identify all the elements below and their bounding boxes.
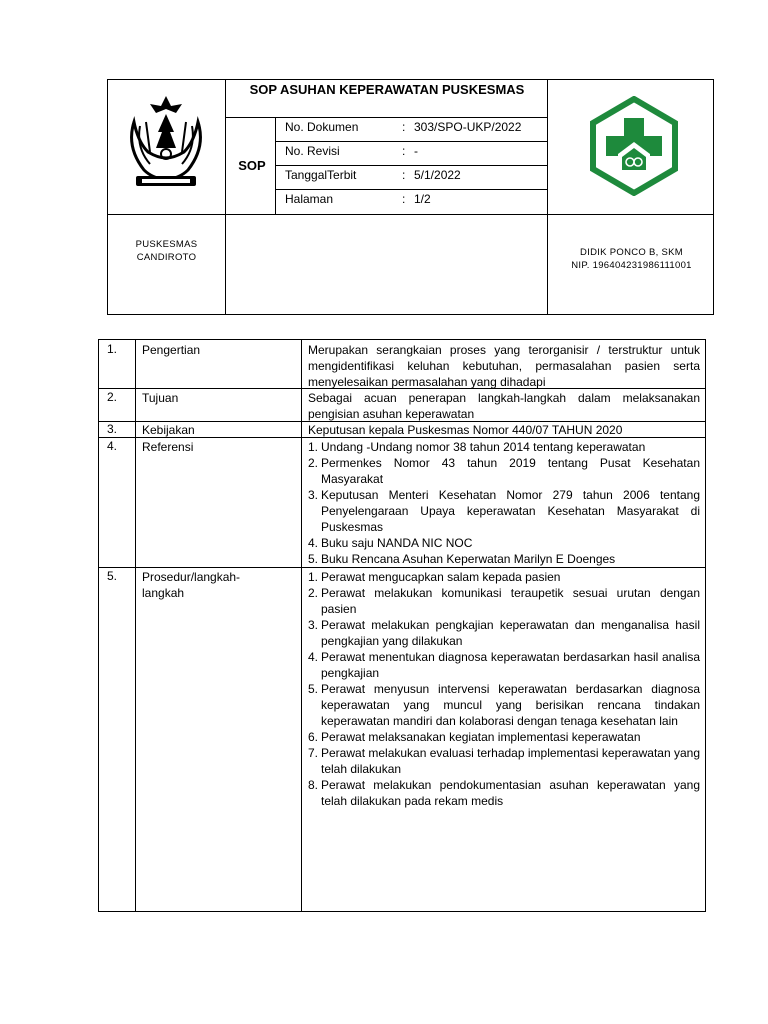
list-item: 3. Keputusan Menteri Kesehatan Nomor 279 tahun 2006 tentang Penyelengaraan Upaya keperawatan Kesehatan Masyarakat di Puskesmas [308, 488, 700, 534]
list-item: 8. Perawat melakukan pendokumentasian asuhan keperawatan yang telah dilakukan pada rekam medis [308, 778, 700, 808]
list-item: 1. Undang -Undang nomor 38 tahun 2014 tentang keperawatan [308, 440, 646, 454]
row-number: 3. [107, 422, 118, 436]
row-number: 1. [107, 342, 118, 356]
list-item: 2. Permenkes Nomor 43 tahun 2019 tentang Pusat Kesehatan Masyarakat [308, 456, 700, 486]
puskesmas-logo-icon [584, 96, 684, 196]
row-label: Tujuan [142, 391, 179, 405]
list-item: 4. Perawat menentukan diagnosa keperawatan berdasarkan hasil analisa pengkajian [308, 650, 700, 680]
row-label: Prosedur/langkah-langkah [142, 570, 241, 600]
row-label: Kebijakan [142, 423, 195, 437]
row-number: 2. [107, 390, 118, 404]
meta-value: 303/SPO-UKP/2022 [414, 120, 522, 134]
list-item: 4. Buku saju NANDA NIC NOC [308, 536, 473, 550]
meta-value: 1/2 [414, 192, 431, 206]
signer-block [548, 246, 715, 272]
row-label: Referensi [142, 440, 194, 454]
meta-key: Halaman [285, 192, 334, 206]
row-text: Sebagai acuan penerapan langkah-langkah dalam melaksanakan pengisian asuhan keperawatan [308, 391, 700, 421]
sop-label: SOP [238, 158, 266, 173]
row-label: Pengertian [142, 343, 201, 357]
meta-value: 5/1/2022 [414, 168, 461, 182]
procedure-list [308, 569, 700, 809]
list-item: 5. Perawat menyusun intervensi keperawatan berdasarkan diagnosa keperawatan yang muncul yang berisikan rencana tindakan keperawatan mandiri dan kolaborasi dengan tenaga kesehatan lain [308, 682, 700, 728]
list-item: 3. Perawat melakukan pengkajian keperawatan dan menganalisa hasil pengkajian yang dilakukan [308, 618, 700, 648]
meta-value: - [414, 144, 418, 158]
signer-nip: NIP. 196404231986111001 [571, 260, 692, 271]
row-text: Merupakan serangkaian proses yang terorganisir / terstruktur untuk mengidentifikasi keluhan kebutuhan, permasalahan pasien serta menyelesaikan permasalahan yang dihadapi [308, 343, 700, 389]
puskesmas-name [108, 238, 225, 264]
list-item: 2. Perawat melakukan komunikasi teraupetik sesuai urutan dengan pasien [308, 586, 700, 616]
regional-emblem-icon [116, 92, 216, 192]
puskesmas-line: PUSKESMAS [135, 239, 198, 250]
puskesmas-line: CANDIROTO [136, 252, 197, 263]
row-number: 5. [107, 569, 118, 583]
meta-sep: : [402, 144, 406, 158]
row-text: Keputusan kepala Puskesmas Nomor 440/07 TAHUN 2020 [308, 423, 623, 437]
meta-sep: : [402, 192, 406, 206]
list-item: 1. Perawat mengucapkan salam kepada pasien [308, 570, 561, 584]
list-item: 5. Buku Rencana Asuhan Keperwatan Marilyn E Doenges [308, 552, 616, 566]
meta-key: No. Revisi [285, 144, 340, 158]
signer-name: DIDIK PONCO B, SKM [579, 247, 684, 258]
row-number: 4. [107, 439, 118, 453]
meta-key: TanggalTerbit [285, 168, 357, 182]
sop-title: SOP ASUHAN KEPERAWATAN PUSKESMAS [249, 82, 525, 97]
reference-list [308, 439, 700, 567]
meta-sep: : [402, 168, 406, 182]
document-header [107, 79, 714, 315]
meta-sep: : [402, 120, 406, 134]
list-item: 6. Perawat melaksanakan kegiatan implementasi keperawatan [308, 730, 641, 744]
meta-key: No. Dokumen [285, 120, 359, 134]
list-item: 7. Perawat melakukan evaluasi terhadap implementasi keperawatan yang telah dilakukan [308, 746, 700, 776]
sop-table [98, 339, 706, 912]
